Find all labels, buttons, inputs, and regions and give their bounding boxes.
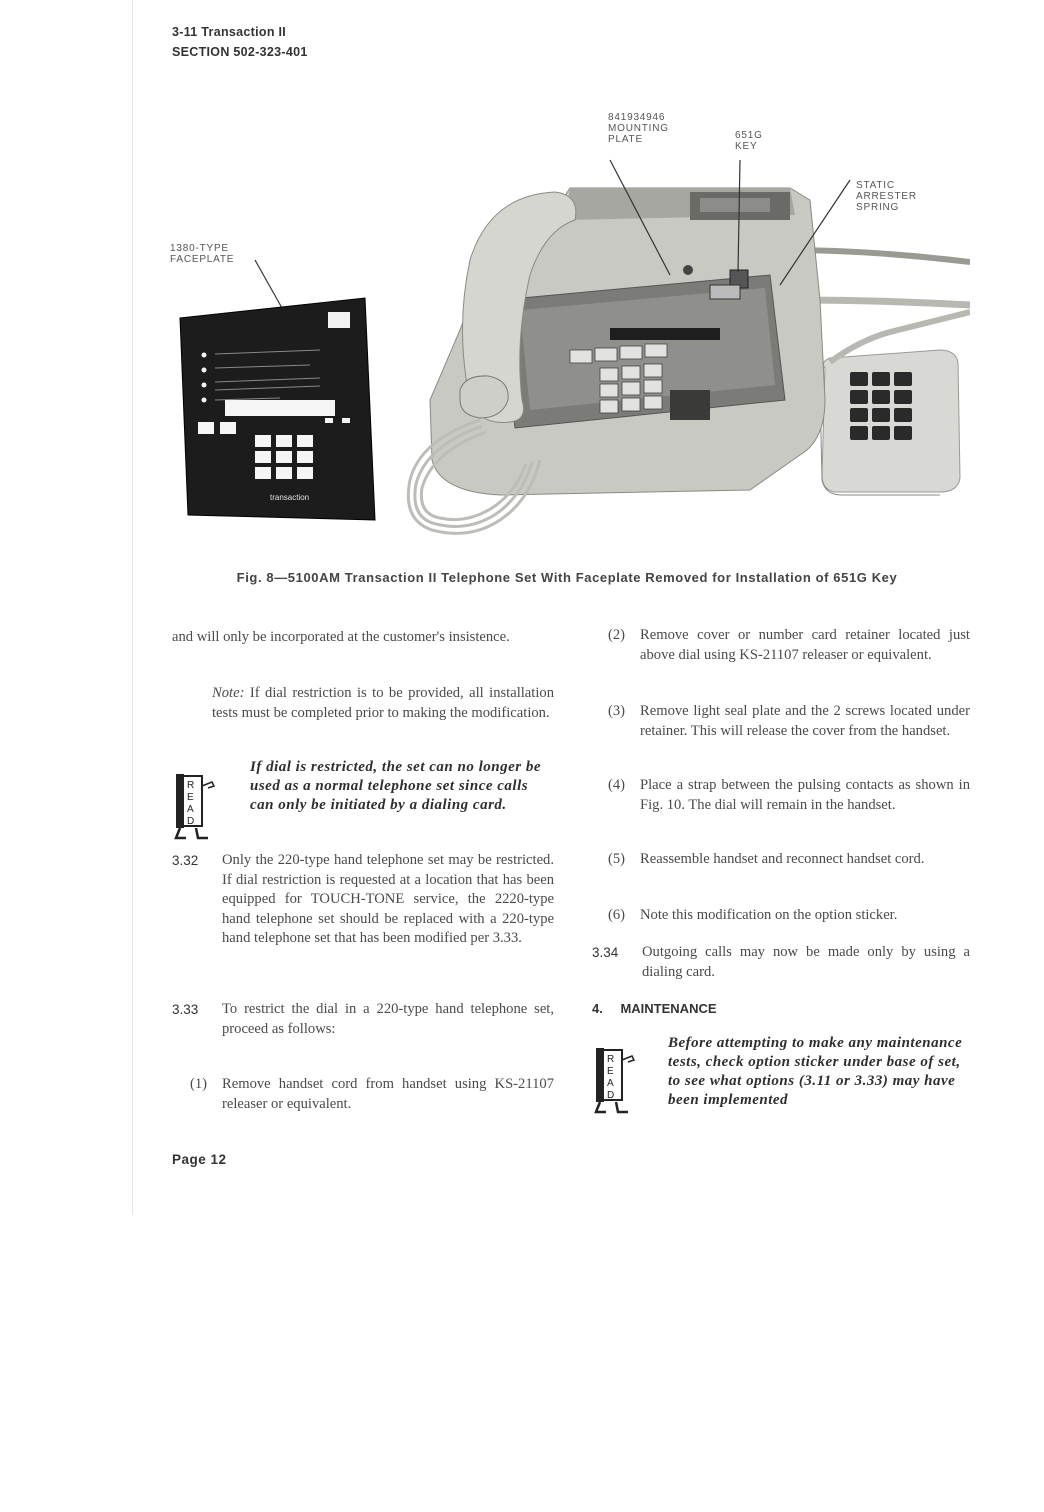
step-number: (1) bbox=[190, 1076, 208, 1092]
label-mounting-plate: 841934946 MOUNTING PLATE bbox=[608, 112, 669, 145]
read-callout-text: Before attempting to make any maintenance tests, check option sticker under base of set, to see what options (3.11 or 3.33) may have been implemented bbox=[668, 1035, 963, 1108]
step-number: (5) bbox=[608, 851, 626, 867]
page-number: Page 12 bbox=[172, 1152, 227, 1167]
read-callout-right bbox=[592, 1034, 972, 1130]
paragraph-text: Only the 220-type hand telephone set may be restricted. If dial restriction is requested at a location that has been equipped for TOUCH-TONE service, the 2220-type hand telephone set should be replaced with a 220-type hand telephone set that has been modified per 3.33. bbox=[222, 852, 554, 946]
paragraph-text: Outgoing calls may now be made only by using a dialing card. bbox=[642, 944, 970, 980]
page-header bbox=[172, 22, 308, 62]
svg-text:R: R bbox=[187, 780, 195, 791]
header-title: 3-11 Transaction II bbox=[172, 25, 287, 39]
figure-caption: Fig. 8—5100AM Transaction II Telephone Set With Faceplate Removed for Installation of 651G Key bbox=[236, 570, 898, 585]
faceplate bbox=[180, 298, 375, 520]
svg-text:A: A bbox=[187, 804, 194, 815]
svg-text:A: A bbox=[607, 1078, 614, 1089]
label-static-arrester-spring: STATIC ARRESTER SPRING bbox=[856, 180, 917, 213]
step-text: Remove light seal plate and the 2 screws located under retainer. This will release the cover from the handset. bbox=[640, 703, 970, 739]
svg-text:E: E bbox=[187, 792, 194, 803]
label-faceplate: 1380-TYPE FACEPLATE bbox=[170, 243, 235, 265]
svg-text:R: R bbox=[607, 1054, 615, 1065]
step-6 bbox=[608, 906, 970, 926]
note-label: Note: bbox=[212, 685, 245, 701]
note-paragraph bbox=[212, 684, 554, 723]
binding-margin-line bbox=[132, 0, 133, 1215]
section-title: MAINTENANCE bbox=[620, 1001, 717, 1016]
read-mascot-icon bbox=[592, 1046, 636, 1116]
section-heading-maintenance bbox=[592, 1001, 717, 1016]
read-mascot-icon bbox=[172, 772, 216, 842]
paragraph-text: To restrict the dial in a 220-type hand telephone set, proceed as follows: bbox=[222, 1001, 554, 1037]
faceplate-brand: transaction bbox=[270, 493, 310, 502]
svg-text:E: E bbox=[607, 1066, 614, 1077]
note-text: If dial restriction is to be provided, all installation tests must be completed prior to making the modification. bbox=[212, 685, 554, 721]
label-651g-key: 651G KEY bbox=[735, 130, 763, 152]
read-callout-text: If dial is restricted, the set can no longer be used as a normal telephone set since calls can only be initiated by a dialing card. bbox=[250, 759, 541, 813]
paragraph-3-33 bbox=[172, 1000, 554, 1039]
step-number: (3) bbox=[608, 703, 626, 719]
step-4 bbox=[608, 776, 970, 815]
svg-text:D: D bbox=[187, 816, 195, 827]
section-number: 4. bbox=[592, 1001, 603, 1016]
read-callout-left bbox=[172, 758, 556, 844]
step-3 bbox=[608, 702, 970, 741]
step-text: Note this modification on the option sticker. bbox=[640, 907, 898, 923]
paragraph-3-32 bbox=[172, 851, 554, 949]
step-text: Remove handset cord from handset using KS-21107 releaser or equivalent. bbox=[222, 1076, 554, 1112]
telephone-illustration bbox=[170, 100, 970, 560]
paragraph-3-34 bbox=[592, 943, 970, 982]
step-text: Place a strap between the pulsing contacts as shown in Fig. 10. The dial will remain in the handset. bbox=[640, 777, 970, 813]
step-1 bbox=[190, 1075, 554, 1114]
paragraph-number: 3.33 bbox=[172, 1002, 199, 1017]
step-5 bbox=[608, 850, 970, 870]
step-text: Remove cover or number card retainer located just above dial using KS-21107 releaser or equivalent. bbox=[640, 627, 970, 663]
paragraph-number: 3.34 bbox=[592, 945, 619, 960]
svg-text:D: D bbox=[607, 1090, 615, 1101]
external-keypad bbox=[820, 312, 970, 495]
left-column bbox=[172, 628, 554, 648]
step-2 bbox=[608, 626, 970, 665]
step-number: (2) bbox=[608, 627, 626, 643]
figure-telephone-set bbox=[170, 100, 970, 560]
step-text: Reassemble handset and reconnect handset cord. bbox=[640, 851, 925, 867]
header-section: SECTION 502-323-401 bbox=[172, 45, 308, 59]
step-number: (4) bbox=[608, 777, 626, 793]
intro-paragraph: and will only be incorporated at the customer's insistence. bbox=[172, 629, 510, 645]
paragraph-number: 3.32 bbox=[172, 853, 199, 868]
step-number: (6) bbox=[608, 907, 626, 923]
